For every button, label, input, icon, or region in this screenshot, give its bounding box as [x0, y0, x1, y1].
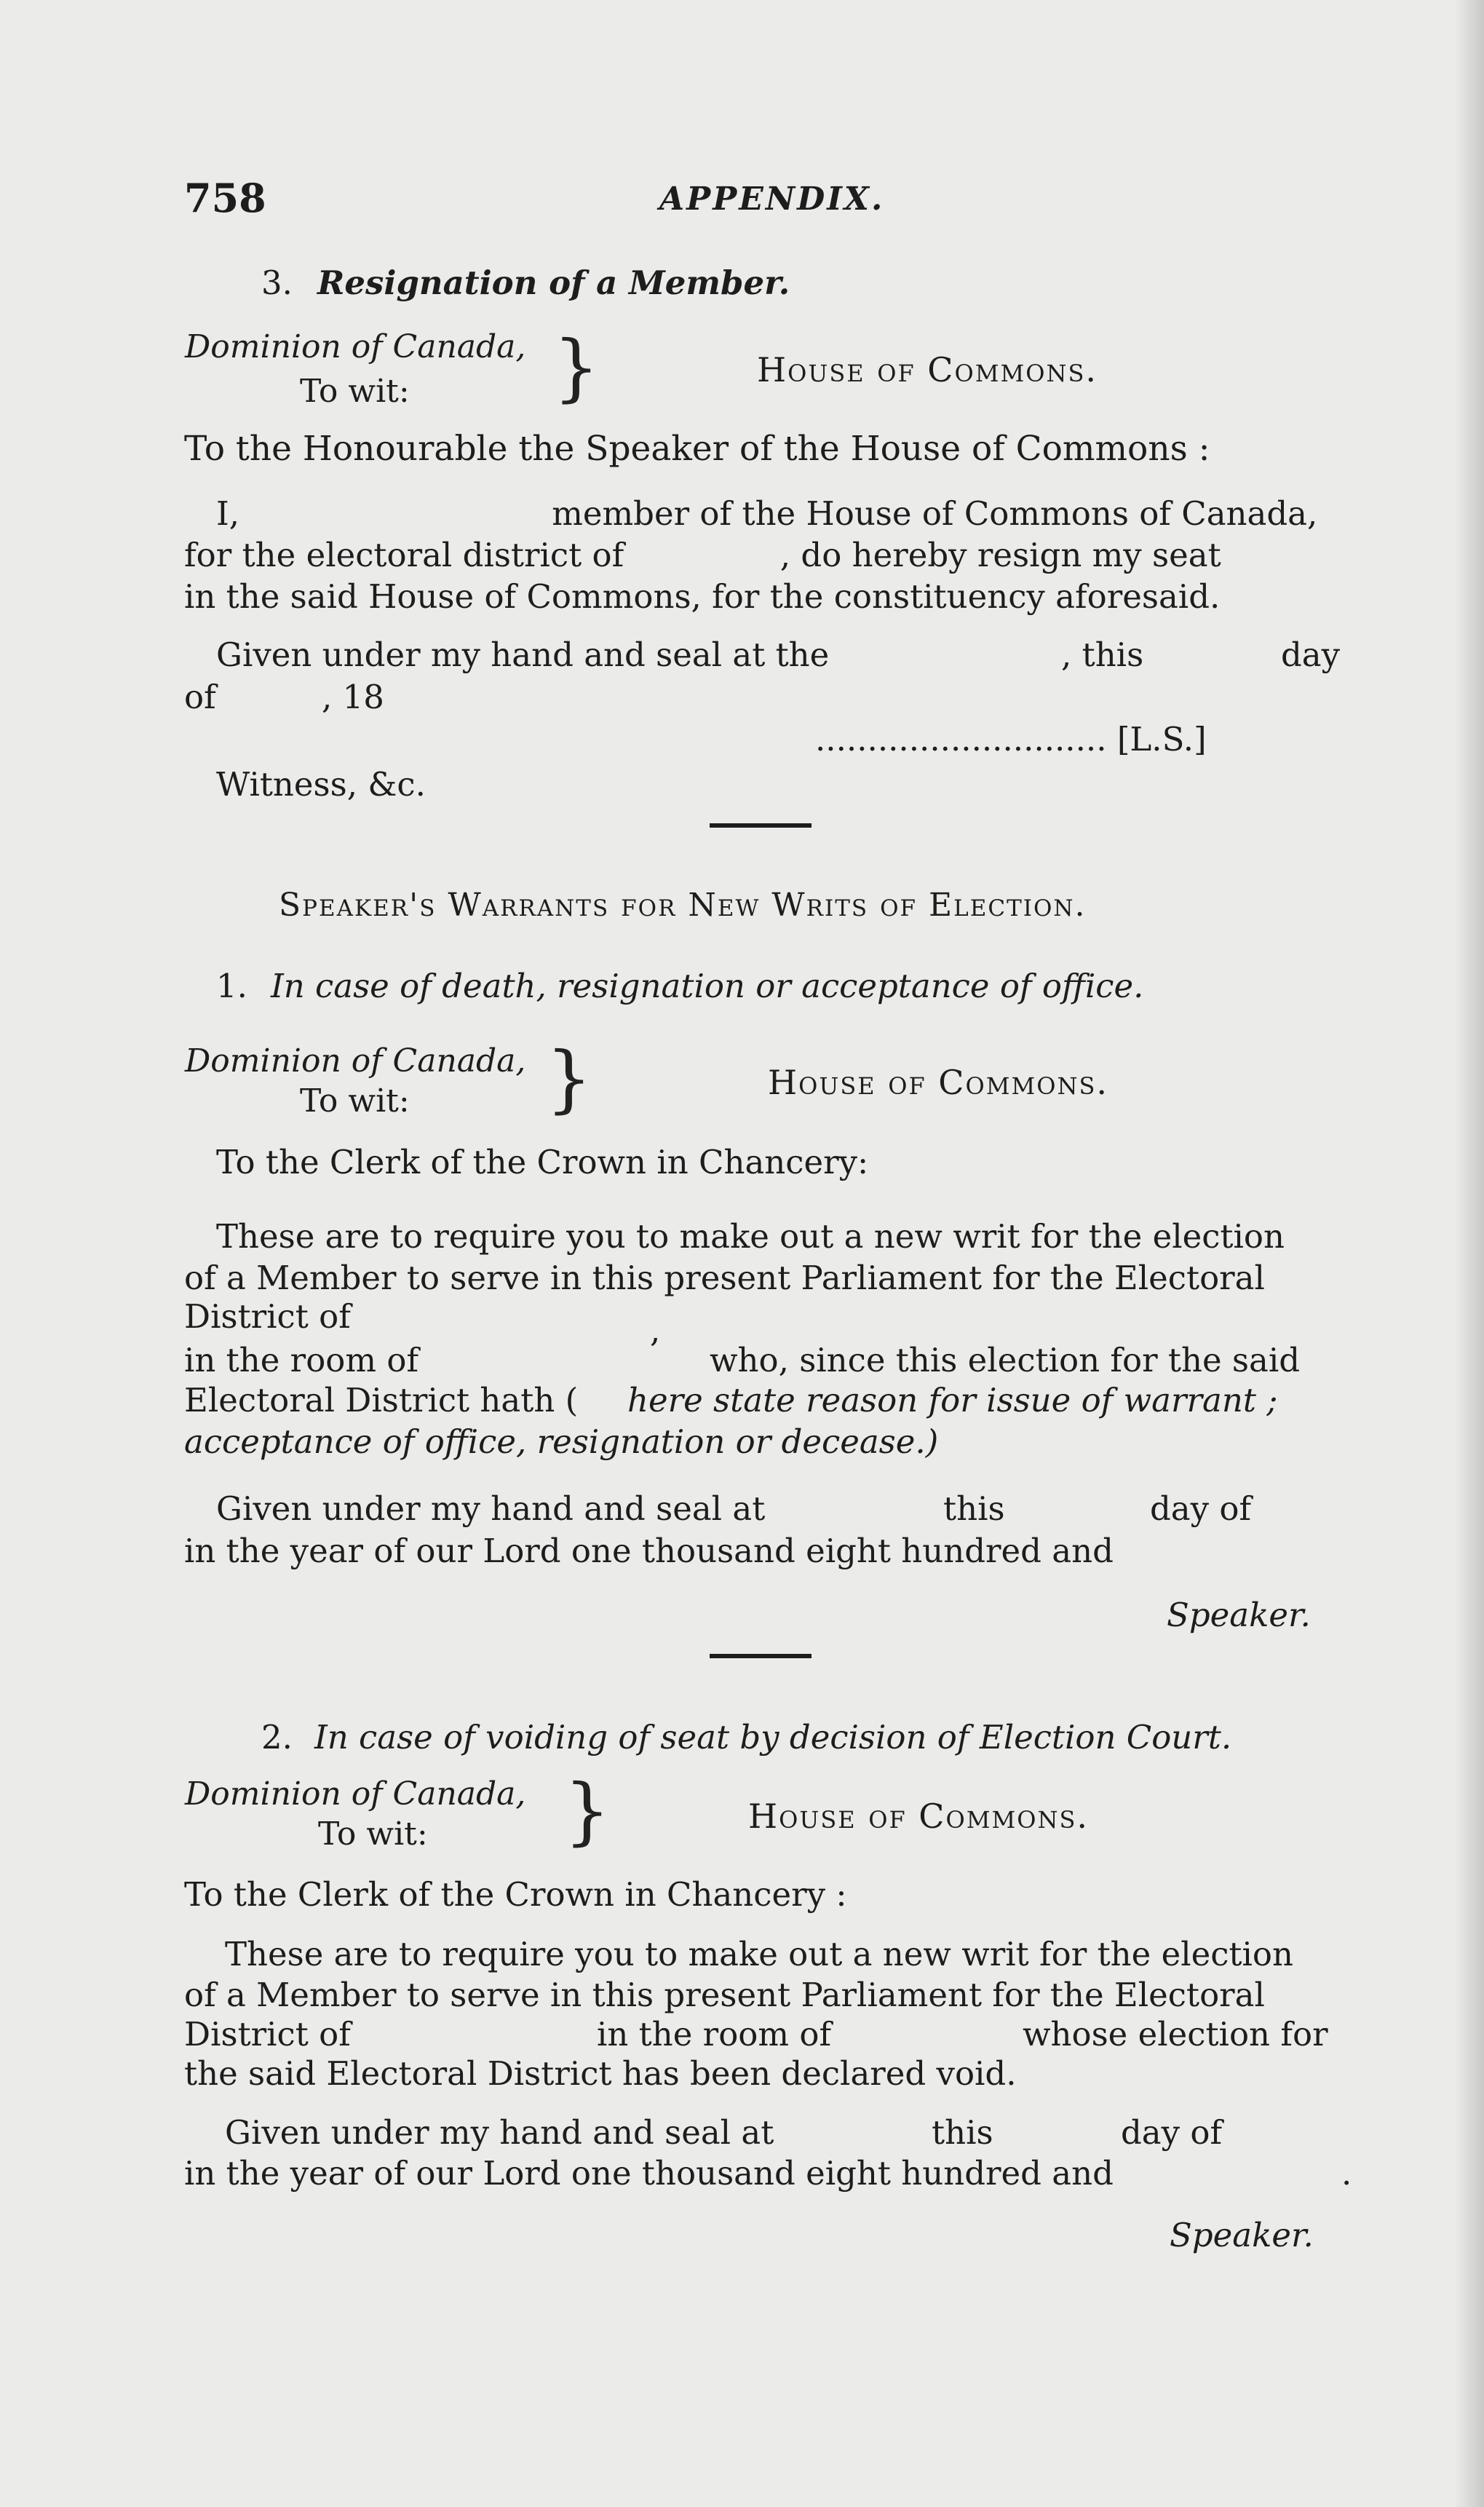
section2-location-line2: To wit:	[300, 1082, 410, 1120]
section3-para-line2: of a Member to serve in this present Parliament for the Electoral	[184, 1976, 1265, 2014]
section3-heading-number: 2.	[261, 1718, 293, 1757]
warrants-heading: Speaker's Warrants for New Writs of Election.	[279, 887, 1087, 924]
divider-rule-2	[710, 1654, 812, 1658]
section3-given-end: .	[1341, 2154, 1352, 2193]
section2-brace: }	[546, 1036, 592, 1121]
section3-location-line1: Dominion of Canada,	[185, 1775, 526, 1813]
section2-reason-a: Electoral District hath (	[184, 1381, 579, 1419]
section3-para-line4: the said Electoral District has been declared void.	[184, 2054, 1017, 2093]
section1-signature: ............................ [L.S.]	[815, 720, 1207, 759]
section1-given-c: day	[1281, 635, 1341, 674]
section2-heading-number: 1.	[216, 967, 247, 1005]
page-number: 758	[184, 175, 266, 221]
section2-para-line3: District of	[184, 1297, 351, 1336]
section2-house: House of Commons.	[768, 1063, 1109, 1102]
section2-room-a: in the room of	[184, 1341, 419, 1379]
section2-heading-title: In case of death, resignation or acceptance of office.	[271, 967, 1144, 1005]
section2-para-comma: ,	[650, 1311, 661, 1350]
divider-rule-1	[710, 823, 812, 828]
section2-address: To the Clerk of the Crown in Chancery:	[216, 1143, 869, 1181]
section3-speaker: Speaker.	[1170, 2216, 1314, 2254]
section2-para-line1: These are to require you to make out a new writ for the election	[216, 1217, 1285, 1256]
section3-heading-title: In case of voiding of seat by decision of Election Court.	[314, 1718, 1232, 1757]
section3-given-c: day of	[1121, 2113, 1223, 2152]
section3-para-line3-b: in the room of	[597, 2015, 832, 2053]
section1-para-line3: in the said House of Commons, for the constituency aforesaid.	[184, 577, 1221, 616]
section2-reason-line2: acceptance of office, resignation or decease.)	[184, 1422, 939, 1461]
section2-given-c: day of	[1150, 1489, 1252, 1528]
section1-heading-title: Resignation of a Member.	[317, 264, 790, 302]
section2-reason-b: here state reason for issue of warrant ;	[627, 1381, 1278, 1419]
section1-location-line1: Dominion of Canada,	[185, 328, 526, 365]
section1-brace: }	[553, 325, 600, 410]
section3-para-line3-c: whose election for	[1023, 2015, 1328, 2053]
section2-given-line2: in the year of our Lord one thousand eight hundred and	[184, 1532, 1114, 1570]
section2-room-b: who, since this election for the said	[710, 1341, 1301, 1379]
section1-given-year: , 18	[322, 678, 384, 716]
section1-house: House of Commons.	[757, 350, 1098, 389]
section3-house: House of Commons.	[748, 1797, 1090, 1836]
section3-address: To the Clerk of the Crown in Chancery :	[184, 1875, 847, 1914]
section2-given-b: this	[943, 1489, 1005, 1528]
section1-given-of: of	[184, 678, 216, 716]
section1-witness: Witness, &c.	[216, 765, 426, 804]
section3-given-a: Given under my hand and seal at	[225, 2113, 774, 2152]
section1-para-line1: I, member of the House of Commons of Canada,	[216, 494, 1318, 533]
section3-para-line1: These are to require you to make out a new writ for the election	[225, 1935, 1293, 1973]
section1-given-b: , this	[1061, 635, 1144, 674]
section1-address: To the Honourable the Speaker of the House of Commons :	[184, 429, 1210, 469]
section3-given-b: this	[932, 2113, 993, 2152]
section2-para-line2: of a Member to serve in this present Parliament for the Electoral	[184, 1259, 1265, 1297]
page-edge-shadow	[1455, 0, 1484, 2507]
section1-location-line2: To wit:	[300, 373, 410, 410]
section1-para-line2: for the electoral district of , do hereby resign my seat	[184, 536, 1221, 574]
section3-para-line3-a: District of	[184, 2015, 351, 2053]
section3-location-line2: To wit:	[318, 1815, 428, 1853]
section3-given-line2: in the year of our Lord one thousand eight hundred and	[184, 2154, 1114, 2193]
section3-brace: }	[564, 1768, 611, 1853]
section1-heading-number: 3.	[261, 264, 293, 302]
section2-speaker: Speaker.	[1167, 1596, 1311, 1634]
section1-given-a: Given under my hand and seal at the	[216, 635, 830, 674]
section2-given-a: Given under my hand and seal at	[216, 1489, 766, 1528]
running-title: APPENDIX.	[659, 181, 885, 218]
section2-location-line1: Dominion of Canada,	[185, 1042, 526, 1080]
